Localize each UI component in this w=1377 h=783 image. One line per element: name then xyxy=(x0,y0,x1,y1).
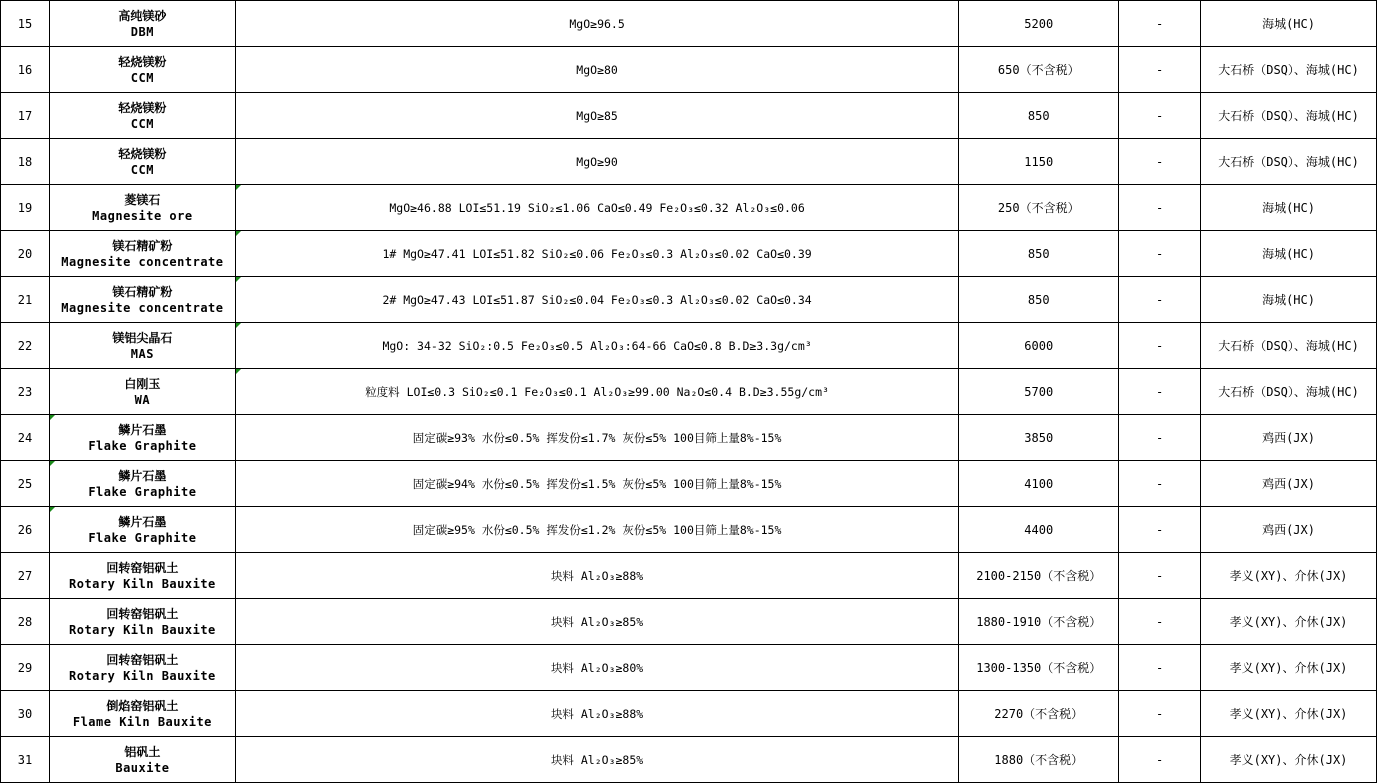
price-cell[interactable]: 5200 xyxy=(959,1,1119,47)
specification-text: 固定碳≥95% 水份≤0.5% 挥发份≤1.2% 灰份≤5% 100目筛上量8%-15% xyxy=(412,522,782,537)
table-row xyxy=(1,139,1377,185)
product-name-cn: 轻烧镁粉 xyxy=(118,54,167,69)
change-cell[interactable]: - xyxy=(1119,277,1201,323)
specification-text: 粒度料 LOI≤0.3 SiO₂≤0.1 Fe₂O₃≤0.1 Al₂O₃≥99.00 Na₂O≤0.4 B.D≥3.55g/cm³ xyxy=(365,384,829,399)
change-cell[interactable]: - xyxy=(1119,691,1201,737)
product-name-cell[interactable] xyxy=(49,47,235,93)
specification-cell[interactable] xyxy=(235,323,958,369)
comment-marker-icon xyxy=(236,369,241,374)
product-name-en: Flake Graphite xyxy=(88,484,197,499)
price-cell[interactable]: 2100-2150（不含税） xyxy=(959,553,1119,599)
specification-cell[interactable] xyxy=(235,185,958,231)
product-name-cn: 白刚玉 xyxy=(124,376,161,391)
product-name-en: CCM xyxy=(130,116,154,131)
product-name-en: MAS xyxy=(130,346,154,361)
product-name-cn: 铝矾土 xyxy=(124,744,161,759)
product-name-cell[interactable] xyxy=(49,185,235,231)
price-cell[interactable]: 1880-1910（不含税） xyxy=(959,599,1119,645)
price-cell[interactable]: 850 xyxy=(959,277,1119,323)
row-number[interactable]: 21 xyxy=(1,277,50,323)
table-row xyxy=(1,599,1377,645)
product-name-en: Flake Graphite xyxy=(88,530,197,545)
product-name-cell[interactable] xyxy=(49,277,235,323)
specification-text: 块料 Al₂O₃≥88% xyxy=(550,568,644,583)
product-name-cn: 鳞片石墨 xyxy=(118,422,167,437)
product-name-en: Flake Graphite xyxy=(88,438,197,453)
table-row xyxy=(1,323,1377,369)
product-name-cell[interactable] xyxy=(49,93,235,139)
specification-cell[interactable] xyxy=(235,369,958,415)
price-cell[interactable]: 1150 xyxy=(959,139,1119,185)
change-cell[interactable]: - xyxy=(1119,737,1201,783)
row-number[interactable]: 17 xyxy=(1,93,50,139)
product-name-en: Rotary Kiln Bauxite xyxy=(69,622,216,637)
specification-cell[interactable] xyxy=(235,277,958,323)
change-cell[interactable]: - xyxy=(1119,415,1201,461)
table-row xyxy=(1,507,1377,553)
table-row xyxy=(1,369,1377,415)
product-name-cell[interactable] xyxy=(49,415,235,461)
specification-text: MgO≥96.5 xyxy=(569,16,625,31)
specification-text: MgO≥80 xyxy=(576,62,618,77)
row-number[interactable]: 15 xyxy=(1,1,50,47)
price-cell[interactable]: 4400 xyxy=(959,507,1119,553)
comment-marker-icon xyxy=(236,277,241,282)
product-name-cell[interactable] xyxy=(49,461,235,507)
product-name-cn: 回转窑铝矾土 xyxy=(106,606,179,621)
price-cell[interactable]: 650（不含税） xyxy=(959,47,1119,93)
table-row xyxy=(1,185,1377,231)
specification-cell[interactable] xyxy=(235,507,958,553)
specification-text: MgO: 34-32 SiO₂:0.5 Fe₂O₃≤0.5 Al₂O₃:64-66 CaO≤0.8 B.D≥3.3g/cm³ xyxy=(382,338,812,353)
origin-cell[interactable]: 大石桥（DSQ）、海城(HC) xyxy=(1201,323,1377,369)
specification-text: 2# MgO≥47.43 LOI≤51.87 SiO₂≤0.04 Fe₂O₃≤0.3 Al₂O₃≤0.02 CaO≤0.34 xyxy=(382,292,812,307)
product-name-cell[interactable] xyxy=(49,323,235,369)
product-name-cell[interactable] xyxy=(49,231,235,277)
change-cell[interactable]: - xyxy=(1119,185,1201,231)
row-number[interactable]: 28 xyxy=(1,599,50,645)
specification-cell[interactable] xyxy=(235,461,958,507)
table-row xyxy=(1,1,1377,47)
change-cell[interactable]: - xyxy=(1119,47,1201,93)
specification-text: 块料 Al₂O₃≥80% xyxy=(550,660,644,675)
specification-cell[interactable] xyxy=(235,47,958,93)
specification-cell[interactable] xyxy=(235,231,958,277)
table-row xyxy=(1,47,1377,93)
comment-marker-icon xyxy=(50,507,55,512)
change-cell[interactable]: - xyxy=(1119,645,1201,691)
row-number[interactable]: 24 xyxy=(1,415,50,461)
price-cell[interactable]: 850 xyxy=(959,93,1119,139)
price-cell[interactable]: 250（不含税） xyxy=(959,185,1119,231)
product-name-cn: 镁石精矿粉 xyxy=(112,238,173,253)
specification-cell[interactable] xyxy=(235,645,958,691)
change-cell[interactable]: - xyxy=(1119,323,1201,369)
origin-cell[interactable]: 海城(HC) xyxy=(1201,1,1377,47)
specification-text: 块料 Al₂O₃≥88% xyxy=(550,706,644,721)
specification-text: MgO≥85 xyxy=(576,108,618,123)
comment-marker-icon xyxy=(236,231,241,236)
change-cell[interactable]: - xyxy=(1119,599,1201,645)
row-number[interactable]: 31 xyxy=(1,737,50,783)
specification-text: MgO≥46.88 LOI≤51.19 SiO₂≤1.06 CaO≤0.49 Fe₂O₃≤0.32 Al₂O₃≤0.06 xyxy=(389,200,805,215)
origin-cell[interactable]: 海城(HC) xyxy=(1201,185,1377,231)
row-number[interactable]: 20 xyxy=(1,231,50,277)
change-cell[interactable]: - xyxy=(1119,369,1201,415)
price-cell[interactable]: 2270（不含税） xyxy=(959,691,1119,737)
origin-cell[interactable]: 鸡西(JX) xyxy=(1201,507,1377,553)
change-cell[interactable]: - xyxy=(1119,93,1201,139)
product-name-cn: 镁石精矿粉 xyxy=(112,284,173,299)
product-name-cell[interactable] xyxy=(49,369,235,415)
table-row xyxy=(1,553,1377,599)
price-cell[interactable]: 1300-1350（不含税） xyxy=(959,645,1119,691)
specification-cell[interactable] xyxy=(235,93,958,139)
specification-cell[interactable] xyxy=(235,737,958,783)
product-name-en: Magnesite ore xyxy=(92,208,193,223)
origin-cell[interactable]: 孝义(XY)、介休(JX) xyxy=(1201,737,1377,783)
specification-cell[interactable] xyxy=(235,139,958,185)
table-row xyxy=(1,277,1377,323)
origin-cell[interactable]: 孝义(XY)、介休(JX) xyxy=(1201,599,1377,645)
origin-cell[interactable]: 大石桥（DSQ）、海城(HC) xyxy=(1201,47,1377,93)
product-name-cell[interactable] xyxy=(49,691,235,737)
specification-cell[interactable] xyxy=(235,415,958,461)
row-number[interactable]: 16 xyxy=(1,47,50,93)
product-name-cn: 镁铝尖晶石 xyxy=(112,330,173,345)
origin-cell[interactable]: 海城(HC) xyxy=(1201,277,1377,323)
table-row xyxy=(1,691,1377,737)
product-name-en: CCM xyxy=(130,162,154,177)
row-number[interactable]: 18 xyxy=(1,139,50,185)
product-name-cn: 鳞片石墨 xyxy=(118,514,167,529)
origin-cell[interactable]: 鸡西(JX) xyxy=(1201,461,1377,507)
product-name-cell[interactable] xyxy=(49,507,235,553)
price-cell[interactable]: 1880（不含税） xyxy=(959,737,1119,783)
product-name-en: Bauxite xyxy=(115,760,170,775)
price-table-body xyxy=(1,1,1377,783)
specification-text: 块料 Al₂O₃≥85% xyxy=(550,614,644,629)
table-row xyxy=(1,93,1377,139)
comment-marker-icon xyxy=(236,185,241,190)
specification-cell[interactable] xyxy=(235,599,958,645)
product-name-cell[interactable] xyxy=(49,645,235,691)
change-cell[interactable]: - xyxy=(1119,139,1201,185)
product-name-en: CCM xyxy=(130,70,154,85)
product-name-cn: 轻烧镁粉 xyxy=(118,100,167,115)
product-name-cn: 轻烧镁粉 xyxy=(118,146,167,161)
origin-cell[interactable]: 鸡西(JX) xyxy=(1201,415,1377,461)
table-row xyxy=(1,461,1377,507)
specification-text: MgO≥90 xyxy=(576,154,618,169)
table-row xyxy=(1,231,1377,277)
product-name-en: Rotary Kiln Bauxite xyxy=(69,576,216,591)
specification-text: 块料 Al₂O₃≥85% xyxy=(550,752,644,767)
row-number[interactable]: 27 xyxy=(1,553,50,599)
product-name-cell[interactable] xyxy=(49,599,235,645)
row-number[interactable]: 26 xyxy=(1,507,50,553)
row-number[interactable]: 23 xyxy=(1,369,50,415)
product-name-cn: 菱镁石 xyxy=(124,192,161,207)
change-cell[interactable]: - xyxy=(1119,461,1201,507)
table-row xyxy=(1,645,1377,691)
row-number[interactable]: 25 xyxy=(1,461,50,507)
specification-text: 1# MgO≥47.41 LOI≤51.82 SiO₂≤0.06 Fe₂O₃≤0.3 Al₂O₃≤0.02 CaO≤0.39 xyxy=(382,246,812,261)
comment-marker-icon xyxy=(50,461,55,466)
product-name-cn: 高纯镁砂 xyxy=(118,8,167,23)
comment-marker-icon xyxy=(50,415,55,420)
price-cell[interactable]: 4100 xyxy=(959,461,1119,507)
row-number[interactable]: 19 xyxy=(1,185,50,231)
row-number[interactable]: 30 xyxy=(1,691,50,737)
product-name-en: Magnesite concentrate xyxy=(61,300,224,315)
row-number[interactable]: 29 xyxy=(1,645,50,691)
product-name-cn: 回转窑铝矾土 xyxy=(106,560,179,575)
change-cell[interactable]: - xyxy=(1119,1,1201,47)
table-row xyxy=(1,415,1377,461)
origin-cell[interactable]: 大石桥（DSQ）、海城(HC) xyxy=(1201,93,1377,139)
change-cell[interactable]: - xyxy=(1119,553,1201,599)
origin-cell[interactable]: 孝义(XY)、介休(JX) xyxy=(1201,553,1377,599)
product-name-cn: 回转窑铝矾土 xyxy=(106,652,179,667)
product-name-cn: 倒焰窑铝矾土 xyxy=(106,698,179,713)
origin-cell[interactable]: 大石桥（DSQ）、海城(HC) xyxy=(1201,139,1377,185)
price-cell[interactable]: 5700 xyxy=(959,369,1119,415)
price-cell[interactable]: 3850 xyxy=(959,415,1119,461)
price-cell[interactable]: 850 xyxy=(959,231,1119,277)
origin-cell[interactable]: 海城(HC) xyxy=(1201,231,1377,277)
product-name-cell[interactable] xyxy=(49,1,235,47)
product-name-en: DBM xyxy=(130,24,154,39)
table-row xyxy=(1,737,1377,783)
product-name-en: Rotary Kiln Bauxite xyxy=(69,668,216,683)
specification-cell[interactable] xyxy=(235,553,958,599)
comment-marker-icon xyxy=(236,323,241,328)
origin-cell[interactable]: 孝义(XY)、介休(JX) xyxy=(1201,645,1377,691)
product-name-cell[interactable] xyxy=(49,553,235,599)
product-name-cell[interactable] xyxy=(49,737,235,783)
change-cell[interactable]: - xyxy=(1119,231,1201,277)
product-name-en: WA xyxy=(134,392,151,407)
origin-cell[interactable]: 孝义(XY)、介休(JX) xyxy=(1201,691,1377,737)
price-cell[interactable]: 6000 xyxy=(959,323,1119,369)
specification-text: 固定碳≥93% 水份≤0.5% 挥发份≤1.7% 灰份≤5% 100目筛上量8%-15% xyxy=(412,430,782,445)
origin-cell[interactable]: 大石桥（DSQ）、海城(HC) xyxy=(1201,369,1377,415)
product-name-en: Flame Kiln Bauxite xyxy=(72,714,212,729)
change-cell[interactable]: - xyxy=(1119,507,1201,553)
product-name-cell[interactable] xyxy=(49,139,235,185)
specification-cell[interactable] xyxy=(235,1,958,47)
product-name-cn: 鳞片石墨 xyxy=(118,468,167,483)
specification-text: 固定碳≥94% 水份≤0.5% 挥发份≤1.5% 灰份≤5% 100目筛上量8%-15% xyxy=(412,476,782,491)
row-number[interactable]: 22 xyxy=(1,323,50,369)
specification-cell[interactable] xyxy=(235,691,958,737)
product-name-en: Magnesite concentrate xyxy=(61,254,224,269)
